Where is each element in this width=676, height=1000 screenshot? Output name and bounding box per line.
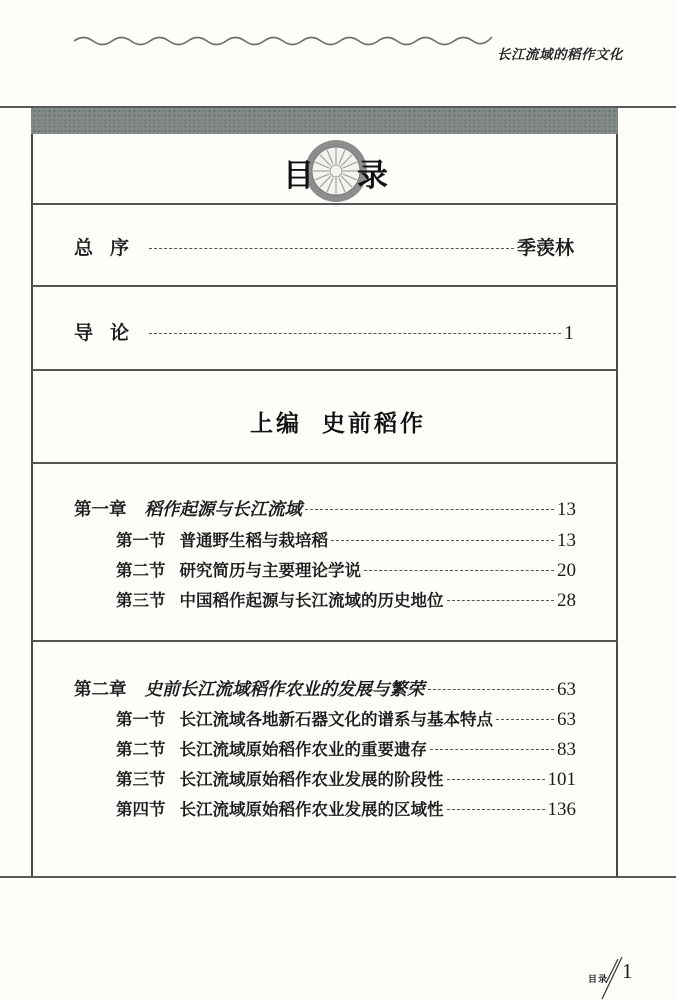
section-number: 第三节: [116, 591, 166, 610]
toc-entry-preface[interactable]: [74, 233, 574, 260]
toc-section-2-4[interactable]: [116, 796, 576, 821]
section-title: 普通野生稻与栽培稻: [179, 531, 328, 550]
entry-page: 63: [557, 709, 576, 730]
dot-leader: [149, 248, 514, 249]
toc-section-2-2[interactable]: [116, 736, 576, 761]
running-title: 长江流域的稻作文化: [497, 47, 623, 63]
toc-section-2-3[interactable]: [116, 766, 576, 791]
section-title: 长江流域原始稻作农业的重要遗存: [179, 740, 427, 759]
section-title: 长江流域各地新石器文化的谱系与基本特点: [179, 710, 493, 729]
running-header: [0, 0, 676, 80]
section-number: 第四节: [116, 800, 166, 819]
entry-page: 63: [557, 679, 576, 700]
toc-heading-left: 目: [283, 158, 314, 194]
entry-page: 28: [557, 590, 576, 611]
toc-chapter-2[interactable]: [74, 676, 576, 701]
dot-leader: [149, 333, 561, 334]
divider: [31, 462, 618, 464]
part-name: 史前稻作: [322, 411, 426, 437]
wave-ornament-icon: [74, 32, 498, 50]
divider: [31, 640, 618, 642]
part-number: 上编: [250, 411, 302, 437]
chapter-title: 史前长江流域稻作农业的发展与繁荣: [144, 680, 425, 700]
section-title: 长江流域原始稻作农业发展的阶段性: [179, 770, 444, 789]
dot-leader: [428, 689, 555, 690]
entry-page: 101: [547, 769, 576, 790]
chapter-title: 稻作起源与长江流域: [144, 500, 302, 520]
divider: [31, 285, 618, 287]
section-number: 第一节: [116, 710, 166, 729]
dot-leader: [430, 749, 554, 750]
section-title: 研究简历与主要理论学说: [179, 561, 361, 580]
entry-page: 20: [557, 560, 576, 581]
dot-leader: [496, 719, 554, 720]
entry-page: 1: [564, 322, 574, 344]
chapter-number: 第一章: [74, 500, 127, 520]
entry-page: 83: [557, 739, 576, 760]
section-number: 第二节: [116, 561, 166, 580]
section-number: 第一节: [116, 531, 166, 550]
dot-leader: [447, 600, 555, 601]
section-title: 长江流域原始稻作农业发展的区域性: [179, 800, 444, 819]
footer-page-number: 1: [622, 959, 633, 983]
entry-label: 导论: [74, 322, 147, 344]
entry-page: 13: [557, 530, 576, 551]
chapter-number: 第二章: [74, 680, 127, 700]
toc-section-1-3[interactable]: [116, 587, 576, 612]
gray-band: [31, 108, 618, 134]
section-number: 第二节: [116, 740, 166, 759]
toc-frame: [31, 107, 618, 877]
dot-leader: [331, 540, 554, 541]
toc-section-2-1[interactable]: [116, 706, 576, 731]
entry-label: 总序: [74, 237, 147, 259]
divider: [31, 369, 618, 371]
toc-heading-right: 录: [357, 158, 388, 194]
entry-page: 136: [547, 799, 576, 820]
dot-leader: [305, 509, 554, 510]
toc-section-1-2[interactable]: [116, 557, 576, 582]
dot-leader: [364, 570, 554, 571]
section-title: 中国稻作起源与长江流域的历史地位: [179, 591, 444, 610]
entry-author: 季羡林: [516, 237, 574, 259]
footer-section-label: 目录: [588, 975, 609, 985]
toc-chapter-1[interactable]: [74, 496, 576, 521]
part-title: [0, 405, 676, 438]
section-number: 第三节: [116, 770, 166, 789]
toc-entry-introduction[interactable]: [74, 318, 574, 345]
dot-leader: [447, 779, 545, 780]
entry-page: 13: [557, 499, 576, 520]
toc-section-1-1[interactable]: [116, 527, 576, 552]
dot-leader: [447, 809, 545, 810]
